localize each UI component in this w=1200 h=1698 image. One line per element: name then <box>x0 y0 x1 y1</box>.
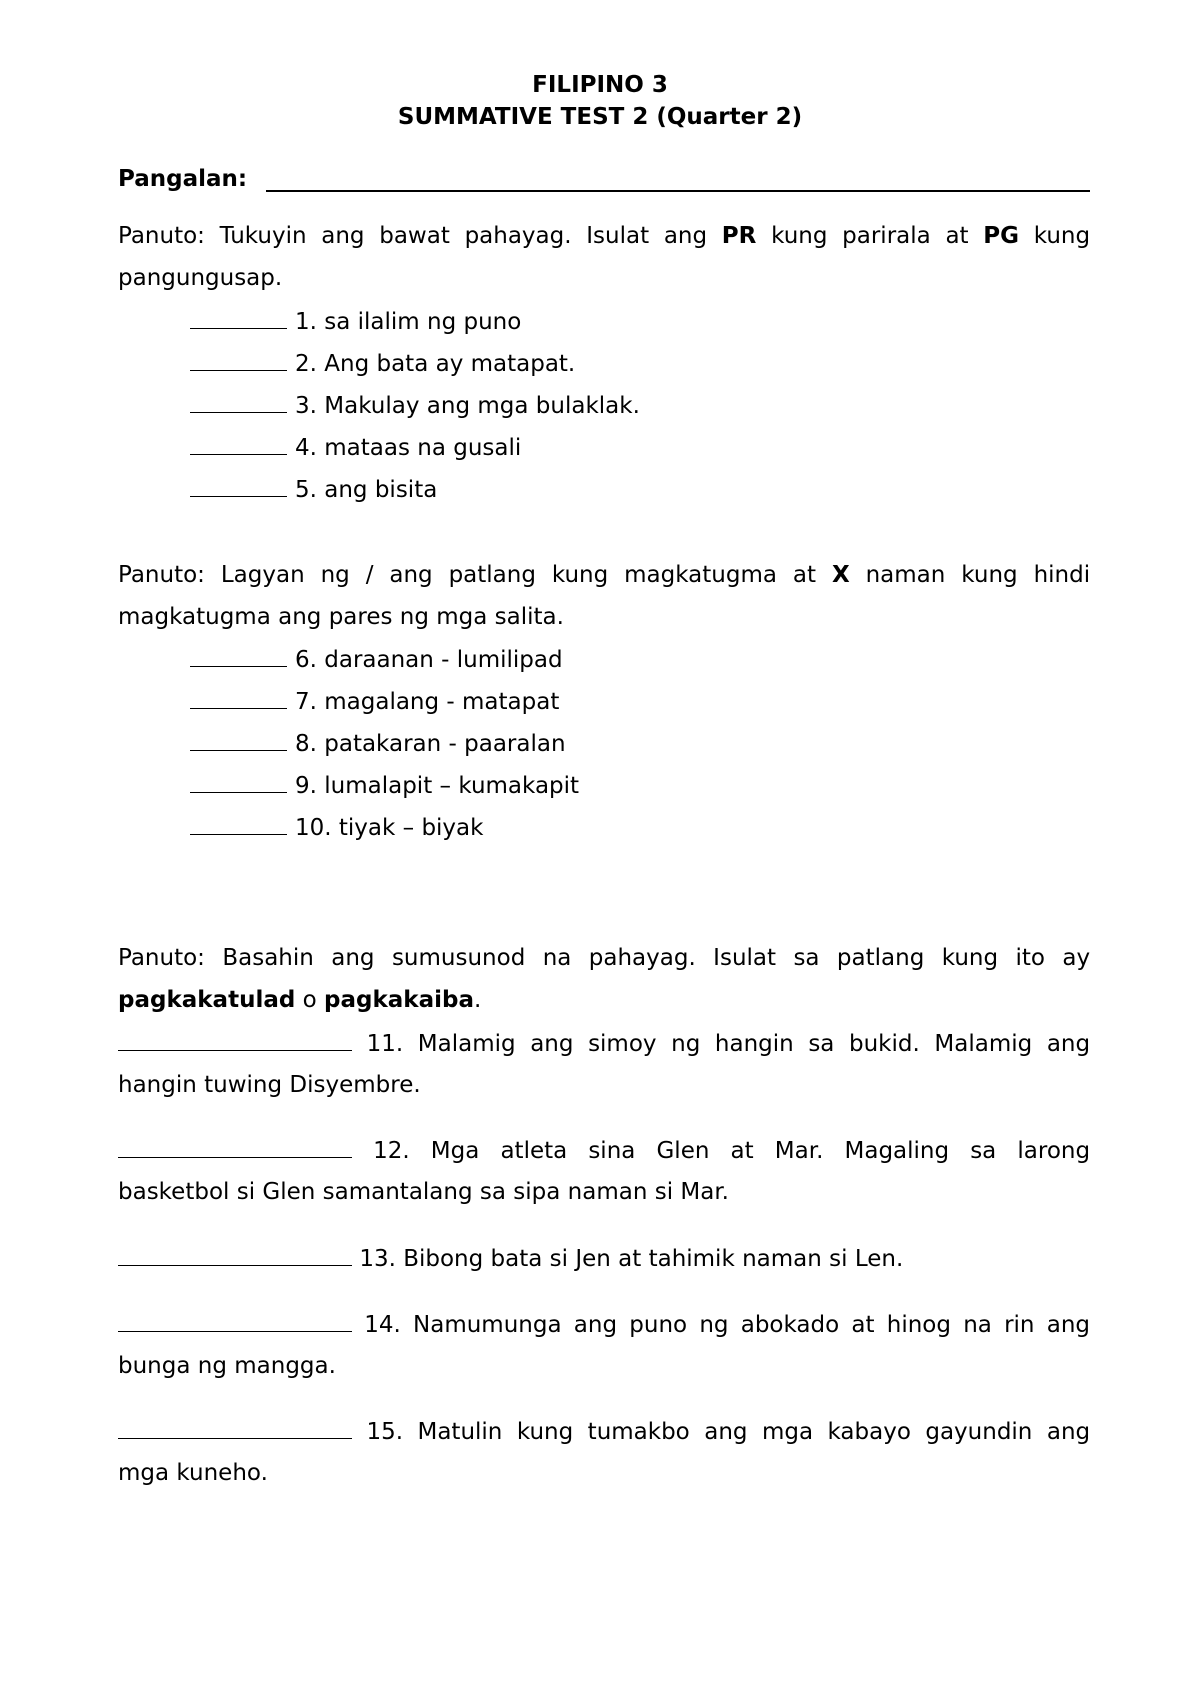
answer-blank[interactable] <box>190 392 287 413</box>
list-item: 15. Matulin kung tumakbo ang mga kabayo gayundin ang <box>118 1418 1090 1445</box>
name-field[interactable] <box>266 190 1090 192</box>
section2-instruction-line1: Panuto: Lagyan ng / ang patlang kung magkatugma at X naman kung hindi <box>118 562 1091 588</box>
answer-blank[interactable] <box>190 308 287 329</box>
list-item: 9. lumalapit – kumakapit <box>190 772 579 799</box>
list-item-continuation: bunga ng mangga. <box>118 1353 336 1379</box>
answer-blank[interactable] <box>190 814 287 835</box>
answer-blank[interactable] <box>190 476 287 497</box>
answer-blank[interactable] <box>190 772 287 793</box>
section3-instruction-line1: Panuto: Basahin ang sumusunod na pahayag. Isulat sa patlang kung ito ay <box>118 945 1091 971</box>
test-title: SUMMATIVE TEST 2 (Quarter 2) <box>397 104 803 130</box>
list-item: 1. sa ilalim ng puno <box>190 308 521 335</box>
list-item: 3. Makulay ang mga bulaklak. <box>190 392 640 419</box>
answer-blank[interactable] <box>190 646 287 667</box>
answer-blank[interactable] <box>190 434 287 455</box>
answer-blank[interactable] <box>190 688 287 709</box>
list-item: 4. mataas na gusali <box>190 434 521 461</box>
answer-blank[interactable] <box>118 1245 352 1266</box>
section3-instruction-line2: pagkakatulad o pagkakaiba. <box>118 987 482 1013</box>
name-label: Pangalan: <box>118 166 248 192</box>
section1-instruction-line2: pangungusap. <box>118 265 283 291</box>
answer-blank[interactable] <box>118 1030 352 1051</box>
list-item: 7. magalang - matapat <box>190 688 559 715</box>
list-item: 8. patakaran - paaralan <box>190 730 566 757</box>
list-item: 11. Malamig ang simoy ng hangin sa bukid. Malamig ang <box>118 1030 1090 1057</box>
list-item: 10. tiyak – biyak <box>190 814 483 841</box>
list-item: 5. ang bisita <box>190 476 437 503</box>
list-item: 12. Mga atleta sina Glen at Mar. Magaling sa larong <box>118 1137 1090 1164</box>
list-item: 14. Namumunga ang puno ng abokado at hinog na rin ang <box>118 1311 1090 1338</box>
list-item-continuation: hangin tuwing Disyembre. <box>118 1072 421 1098</box>
list-item: 2. Ang bata ay matapat. <box>190 350 575 377</box>
answer-blank[interactable] <box>190 350 287 371</box>
section2-instruction-line2: magkatugma ang pares ng mga salita. <box>118 604 564 630</box>
subject-title: FILIPINO 3 <box>532 72 668 98</box>
section1-instruction-line1: Panuto: Tukuyin ang bawat pahayag. Isulat ang PR kung parirala at PG kung <box>118 223 1091 249</box>
answer-blank[interactable] <box>118 1311 352 1332</box>
list-item-continuation: basketbol si Glen samantalang sa sipa naman si Mar. <box>118 1179 729 1205</box>
list-item-continuation: mga kuneho. <box>118 1460 268 1486</box>
answer-blank[interactable] <box>118 1137 352 1158</box>
answer-blank[interactable] <box>190 730 287 751</box>
answer-blank[interactable] <box>118 1418 352 1439</box>
list-item: 6. daraanan - lumilipad <box>190 646 563 673</box>
list-item: 13. Bibong bata si Jen at tahimik naman si Len. <box>118 1245 1090 1272</box>
